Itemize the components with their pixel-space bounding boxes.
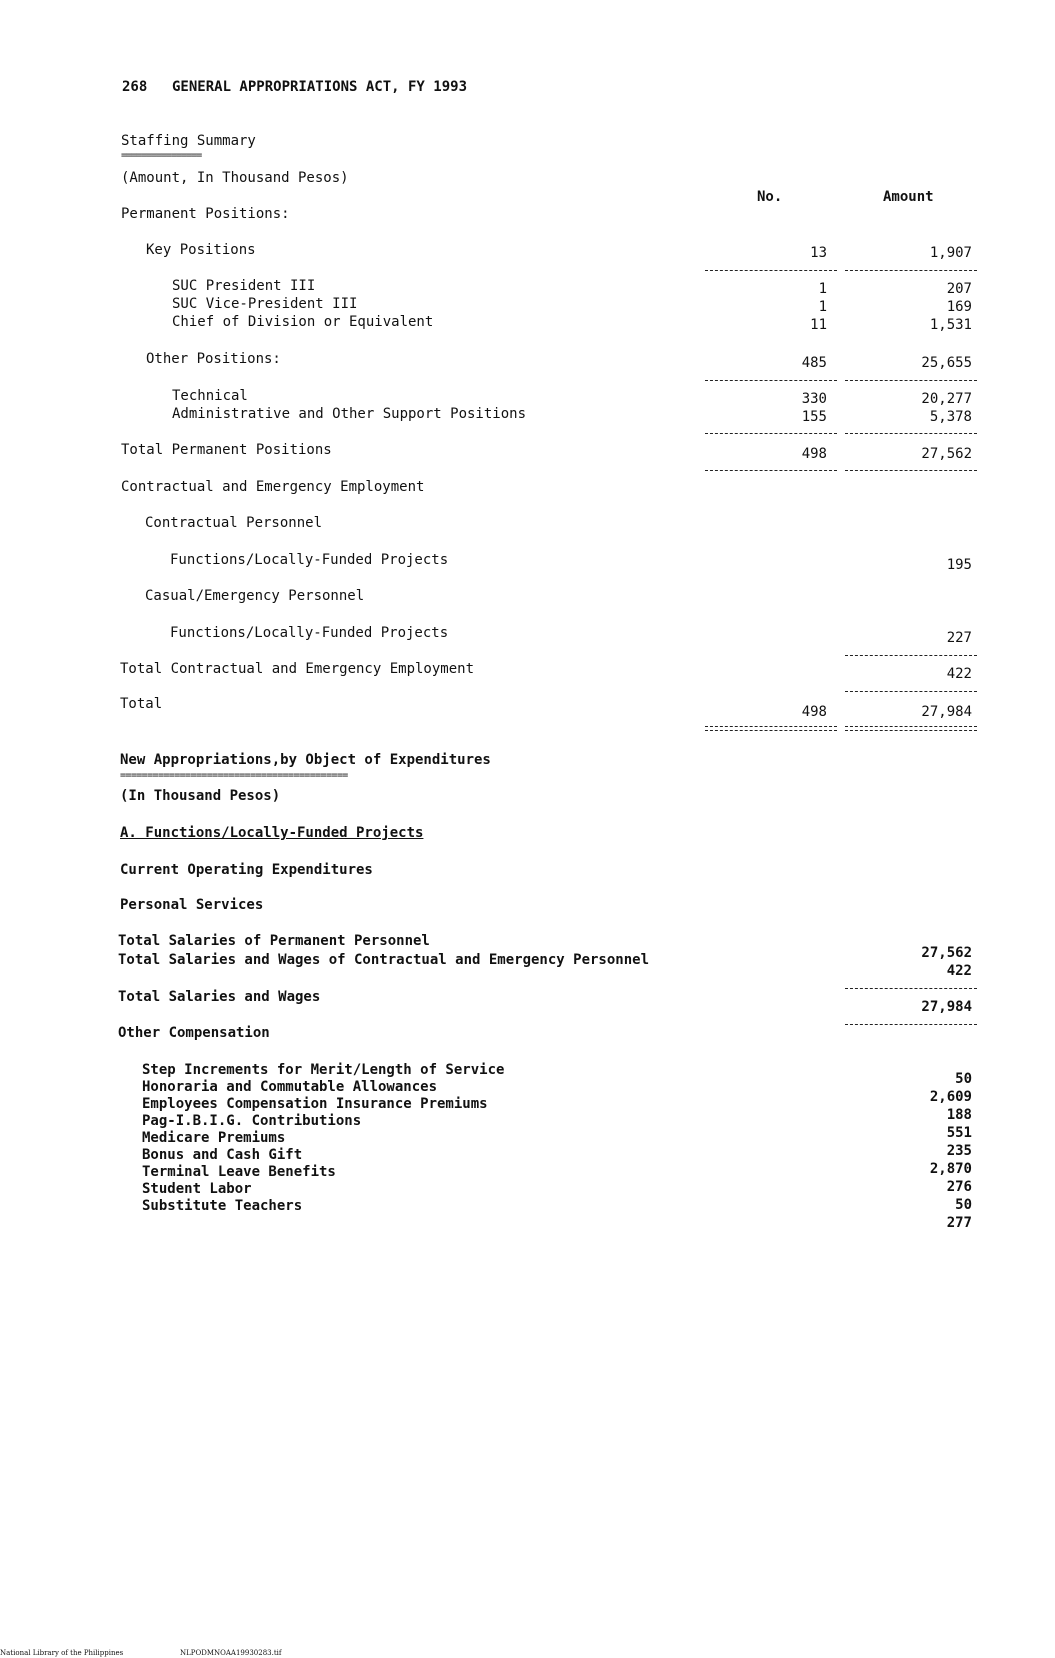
other-positions-no: 485 — [801, 355, 827, 371]
appropriations-title: New Appropriations,by Object of Expenditures — [120, 752, 491, 768]
total-salaries-amount: 27,984 — [921, 999, 972, 1015]
staffing-title: Staffing Summary — [121, 133, 256, 149]
page-header-title: GENERAL APPROPRIATIONS ACT, FY 1993 — [172, 79, 468, 95]
total-no: 498 — [801, 704, 827, 720]
other-item-label: Administrative and Other Support Positions — [172, 406, 527, 422]
casual-personnel-label: Casual/Emergency Personnel — [145, 588, 365, 604]
footer-library: National Library of the Philippines — [0, 1649, 124, 1657]
other-compensation-item: Honoraria and Commutable Allowances — [142, 1079, 438, 1095]
personal-services-label: Personal Services — [120, 897, 264, 913]
total-permanent-no: 498 — [801, 446, 827, 462]
other-compensation-amount: 277 — [946, 1215, 972, 1231]
other-compensation-amount: 2,609 — [929, 1089, 972, 1105]
double-rule — [705, 726, 837, 731]
contractual-label: Contractual and Emergency Employment — [121, 479, 425, 495]
current-operating-label: Current Operating Expenditures — [120, 862, 373, 878]
other-positions-amount: 25,655 — [921, 355, 972, 371]
key-item-no: 1 — [818, 299, 827, 315]
staffing-unit-note: (Amount, In Thousand Pesos) — [121, 170, 349, 186]
key-positions-amount: 1,907 — [929, 245, 972, 261]
other-item-no: 330 — [801, 391, 827, 407]
other-item-amount: 5,378 — [929, 409, 972, 425]
divider — [845, 1024, 977, 1025]
key-item-no: 1 — [818, 281, 827, 297]
total-amount: 27,984 — [921, 704, 972, 720]
total-permanent-amount: 27,562 — [921, 446, 972, 462]
appropriations-title-rule: ========================================== — [120, 770, 348, 781]
other-compensation-label: Other Compensation — [118, 1025, 270, 1041]
total-label: Total — [120, 696, 163, 712]
divider — [845, 655, 977, 656]
total-permanent-label: Total Permanent Positions — [121, 442, 332, 458]
other-item-label: Technical — [172, 388, 248, 404]
other-compensation-item: Bonus and Cash Gift — [142, 1147, 303, 1163]
page-number: 268 — [122, 79, 148, 95]
other-positions-label: Other Positions: — [146, 351, 281, 367]
contractual-personnel-label: Contractual Personnel — [145, 515, 323, 531]
key-item-no: 11 — [810, 317, 827, 333]
other-compensation-item: Terminal Leave Benefits — [142, 1164, 336, 1180]
contractual-functions-label: Functions/Locally-Funded Projects — [170, 552, 449, 568]
contractual-functions-amount: 195 — [946, 557, 972, 573]
salaries-permanent-label: Total Salaries of Permanent Personnel — [118, 933, 430, 949]
other-compensation-item: Step Increments for Merit/Length of Service — [142, 1062, 505, 1078]
other-compensation-amount: 2,870 — [929, 1161, 972, 1177]
key-positions-no: 13 — [810, 245, 827, 261]
other-compensation-amount: 50 — [955, 1197, 972, 1213]
divider — [845, 470, 977, 471]
divider — [705, 433, 837, 434]
salaries-contractual-label: Total Salaries and Wages of Contractual and Emergency Personnel — [118, 952, 650, 968]
total-salaries-label: Total Salaries and Wages — [118, 989, 321, 1005]
salaries-permanent-amount: 27,562 — [921, 945, 972, 961]
salaries-contractual-amount: 422 — [946, 963, 972, 979]
divider — [845, 433, 977, 434]
other-compensation-amount: 188 — [946, 1107, 972, 1123]
permanent-positions-label: Permanent Positions: — [121, 206, 290, 222]
other-compensation-amount: 276 — [946, 1179, 972, 1195]
divider — [845, 270, 977, 271]
key-item-amount: 169 — [946, 299, 972, 315]
key-item-amount: 1,531 — [929, 317, 972, 333]
other-compensation-item: Pag-I.B.I.G. Contributions — [142, 1113, 362, 1129]
other-compensation-amount: 551 — [946, 1125, 972, 1141]
other-item-amount: 20,277 — [921, 391, 972, 407]
casual-functions-amount: 227 — [946, 630, 972, 646]
divider — [705, 270, 837, 271]
divider — [845, 380, 977, 381]
column-header-amount: Amount — [883, 189, 934, 205]
key-item-label: SUC Vice-President III — [172, 296, 358, 312]
key-positions-label: Key Positions — [146, 242, 256, 258]
staffing-title-rule: ================ — [121, 150, 202, 161]
total-contractual-label: Total Contractual and Emergency Employment — [120, 661, 475, 677]
key-item-label: SUC President III — [172, 278, 316, 294]
other-compensation-item: Medicare Premiums — [142, 1130, 286, 1146]
double-rule — [845, 726, 977, 731]
other-compensation-item: Employees Compensation Insurance Premiums — [142, 1096, 488, 1112]
section-heading: A. Functions/Locally-Funded Projects — [120, 825, 424, 841]
other-compensation-item: Substitute Teachers — [142, 1198, 303, 1214]
total-contractual-amount: 422 — [946, 666, 972, 682]
other-compensation-amount: 235 — [946, 1143, 972, 1159]
divider — [705, 380, 837, 381]
key-item-amount: 207 — [946, 281, 972, 297]
footer-file-id: NLPODMNOAA19930283.tif — [180, 1649, 282, 1657]
divider — [845, 691, 977, 692]
other-compensation-item: Student Labor — [142, 1181, 252, 1197]
other-compensation-amount: 50 — [955, 1071, 972, 1087]
key-item-label: Chief of Division or Equivalent — [172, 314, 434, 330]
appropriations-unit-note: (In Thousand Pesos) — [120, 788, 281, 804]
casual-functions-label: Functions/Locally-Funded Projects — [170, 625, 449, 641]
other-item-no: 155 — [801, 409, 827, 425]
divider — [845, 988, 977, 989]
column-header-no: No. — [757, 189, 783, 205]
divider — [705, 470, 837, 471]
